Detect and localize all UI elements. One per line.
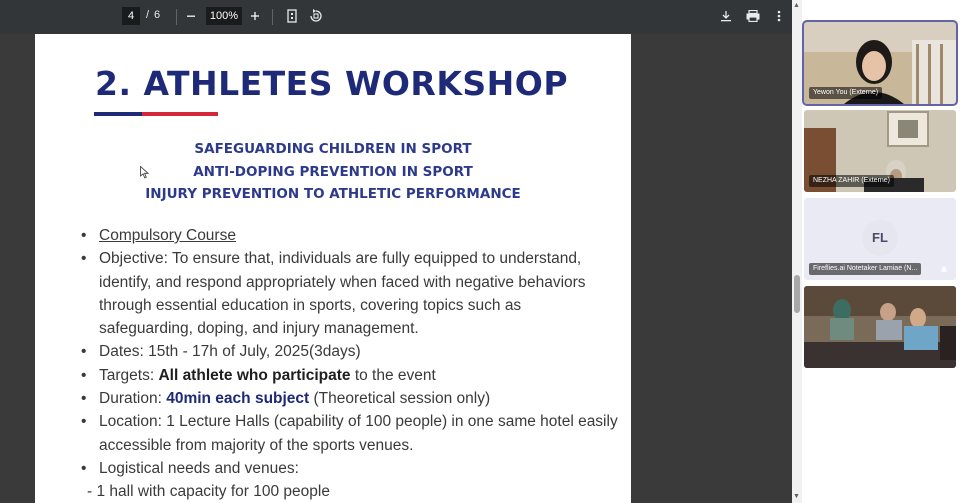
list-item-continuation: safeguarding, doping, and injury management.: [99, 320, 419, 338]
list-item: • Logistical needs and venues:: [81, 457, 621, 480]
title-underline-red: [142, 112, 218, 116]
subhead-injury: INJURY PREVENTION TO ATHLETIC PERFORMANCE: [145, 186, 521, 202]
toolbar-divider: [272, 9, 273, 25]
download-icon[interactable]: [716, 6, 736, 26]
zoom-in-icon[interactable]: [245, 6, 265, 26]
participant-tile[interactable]: [804, 22, 956, 104]
participant-name: Fireflies.ai Notetaker Lamiae (N...: [809, 263, 921, 275]
list-item: • Objective: To ensure that, individuals are fully equipped to understand,: [81, 247, 621, 270]
rotate-icon[interactable]: [306, 6, 326, 26]
participant-tile[interactable]: [804, 286, 956, 368]
viewer-scrollbar[interactable]: [792, 0, 802, 503]
participant-avatar: FL: [862, 220, 898, 256]
document-canvas[interactable]: [0, 34, 792, 503]
scroll-down-icon[interactable]: ▼: [793, 493, 800, 500]
subhead-anti-doping: ANTI-DOPING PREVENTION IN SPORT: [193, 164, 473, 180]
participants-panel: [802, 0, 960, 503]
participant-name: NEZHA ZAHIR (Externe): [809, 175, 894, 187]
list-item-continuation: accessible from majority of the sports venues.: [99, 436, 414, 454]
fit-page-icon[interactable]: [282, 6, 302, 26]
list-item: • Targets: All athlete who participate to the event: [81, 364, 621, 387]
zoom-input[interactable]: 100%: [206, 7, 242, 25]
list-item-continuation: identify, and respond appropriately when faced with negative behaviors: [99, 273, 586, 291]
more-icon[interactable]: [769, 6, 789, 26]
mic-muted-icon: [940, 266, 948, 274]
title-underline-blue: [94, 112, 142, 116]
bullet-list: [81, 224, 621, 503]
page-separator: /: [146, 9, 150, 21]
page-number-input[interactable]: 4: [122, 7, 140, 25]
print-icon[interactable]: [743, 6, 763, 26]
pdf-toolbar: [0, 0, 792, 34]
total-pages: 6: [154, 9, 161, 21]
list-item-continuation: through essential education in sports, covering topics such as: [99, 296, 522, 314]
pdf-page: [35, 34, 631, 503]
participant-tile[interactable]: [804, 110, 956, 192]
subhead-safeguarding: SAFEGUARDING CHILDREN IN SPORT: [194, 141, 472, 157]
scroll-up-icon[interactable]: ▲: [793, 2, 800, 9]
list-item: • Compulsory Course: [81, 224, 621, 247]
zoom-out-icon[interactable]: [181, 6, 201, 26]
page-title: 2. ATHLETES WORKSHOP: [95, 64, 569, 103]
participant-tile[interactable]: [804, 198, 956, 280]
toolbar-divider: [176, 9, 177, 25]
participant-name: Yewon You (Externe): [809, 87, 882, 99]
list-item: • Location: 1 Lecture Halls (capability of 100 people) in one same hotel easily: [81, 410, 621, 433]
scrollbar-thumb[interactable]: [794, 275, 800, 313]
list-item-dash: - 1 hall with capacity for 100 people: [87, 483, 330, 501]
list-item: • Dates: 15th - 17h of July, 2025(3days): [81, 340, 621, 363]
list-item: • Duration: 40min each subject (Theoretical session only): [81, 387, 621, 410]
participant-video: [804, 286, 956, 368]
mouse-cursor-icon: [140, 166, 149, 179]
